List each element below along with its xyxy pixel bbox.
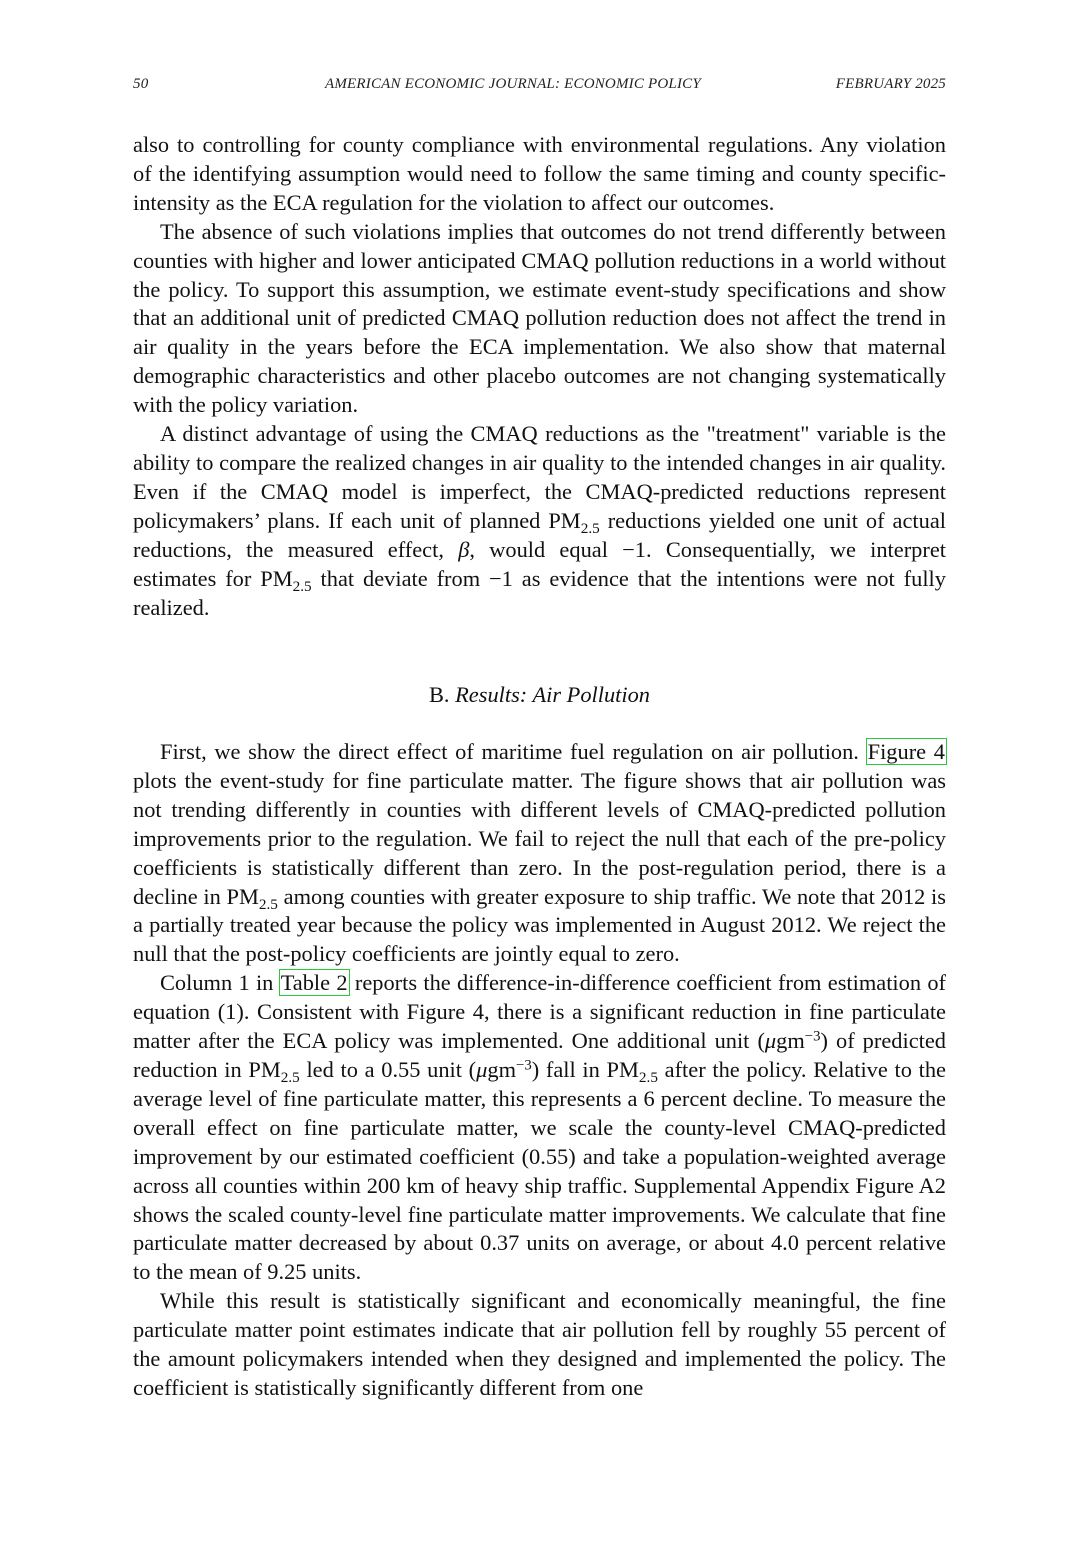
body-block-1 <box>133 131 946 622</box>
paragraph-continuation: also to controlling for county compliance with environmental regulations. Any violation of the identifying assumption would need to follow the same timing and county specific-intensity as the ECA regulation for the violation to affect our outcomes. <box>133 132 946 215</box>
table-2-link[interactable]: Table 2 <box>280 970 348 996</box>
paragraph-table2: Column 1 in Table 2 reports the difference-in-difference coefficient from estimation of equation (1). Consistent with Figure 4, there is a significant reduction in fine particulate matter after the ECA policy was implemented. One additional unit (μgm$^{-3}$) of predicted reduction in $PM_{2.5}$ led to a 0.55 unit (μgm$^{-3}$) fall in $PM_{2.5}$ after the policy. Relative to the average level of fine particulate matter, this represents a 6 percent decline. To measure the overall effect on fine particulate matter, we scale the county-level CMAQ-predicted improvement by our estimated coefficient (0.55) and take a population-weighted average across all counties within 200 km of heavy ship traffic. Supplemental Appendix Figure A2 shows the scaled county-level fine particulate matter improvements. We calculate that fine particulate matter decreased by about 0.37 units on average, or about 4.0 percent relative to the mean of 9.25 units. <box>133 970 947 1285</box>
paragraph-figure4: First, we show the direct effect of maritime fuel regulation on air pollution. Figure 4 plots the event-study for fine particulate matter. The figure shows that air pollution was not trending differently in counties with different levels of CMAQ-predicted pollution improvements prior to the regulation. We fail to reject the null that each of the pre-policy coefficients is statistically different than zero. In the post-regulation period, there is a decline in $PM_{2.5}$ among counties with greater exposure to ship traffic. We note that 2012 is a partially treated year because the policy was implemented in August 2012. We reject the null that the post-policy coefficients are jointly equal to zero. <box>133 739 946 967</box>
journal-name: AMERICAN ECONOMIC JOURNAL: ECONOMIC POLICY <box>325 76 701 92</box>
beta-symbol: β <box>458 536 470 562</box>
paragraph-assumption: The absence of such violations implies that outcomes do not trend differently between counties with higher and lower anticipated CMAQ pollution reductions in a world without the policy. To support this assumption, we estimate event-study specifications and show that an additional unit of predicted CMAQ pollution reduction does not affect the trend in air quality in the years before the ECA implementation. We also show that maternal demographic characteristics and other placebo outcomes are not changing systematically with the policy variation. <box>133 218 946 418</box>
paragraph-significance: While this result is statistically significant and economically meaningful, the fine particulate matter point estimates indicate that air pollution fell by roughly 55 percent of the amount policymakers intended when they designed and implemented the policy. The coefficient is statistically significantly different from one <box>133 1288 946 1400</box>
paragraph-cmaq-advantage: A distinct advantage of using the CMAQ reductions as the "treatment" variable is the ability to compare the realized changes in air quality to the intended changes in air quality. Even if the CMAQ model is imperfect, the CMAQ-predicted reductions represent policymakers’ plans. If each unit of planned $PM_{2.5}$ reductions yielded one unit of actual reductions, the measured effect, β, would equal −1. Consequentially, we interpret estimates for $PM_{2.5}$ that deviate from −1 as evidence that the intentions were not fully realized. <box>133 421 947 620</box>
figure-4-link[interactable]: Figure 4 <box>867 739 945 764</box>
body-block-2 <box>133 738 946 1403</box>
section-heading: B. Results: Air Pollution <box>428 682 651 707</box>
running-head <box>133 76 946 98</box>
issue-date: FEBRUARY 2025 <box>835 76 946 92</box>
page-number: 50 <box>133 76 149 92</box>
